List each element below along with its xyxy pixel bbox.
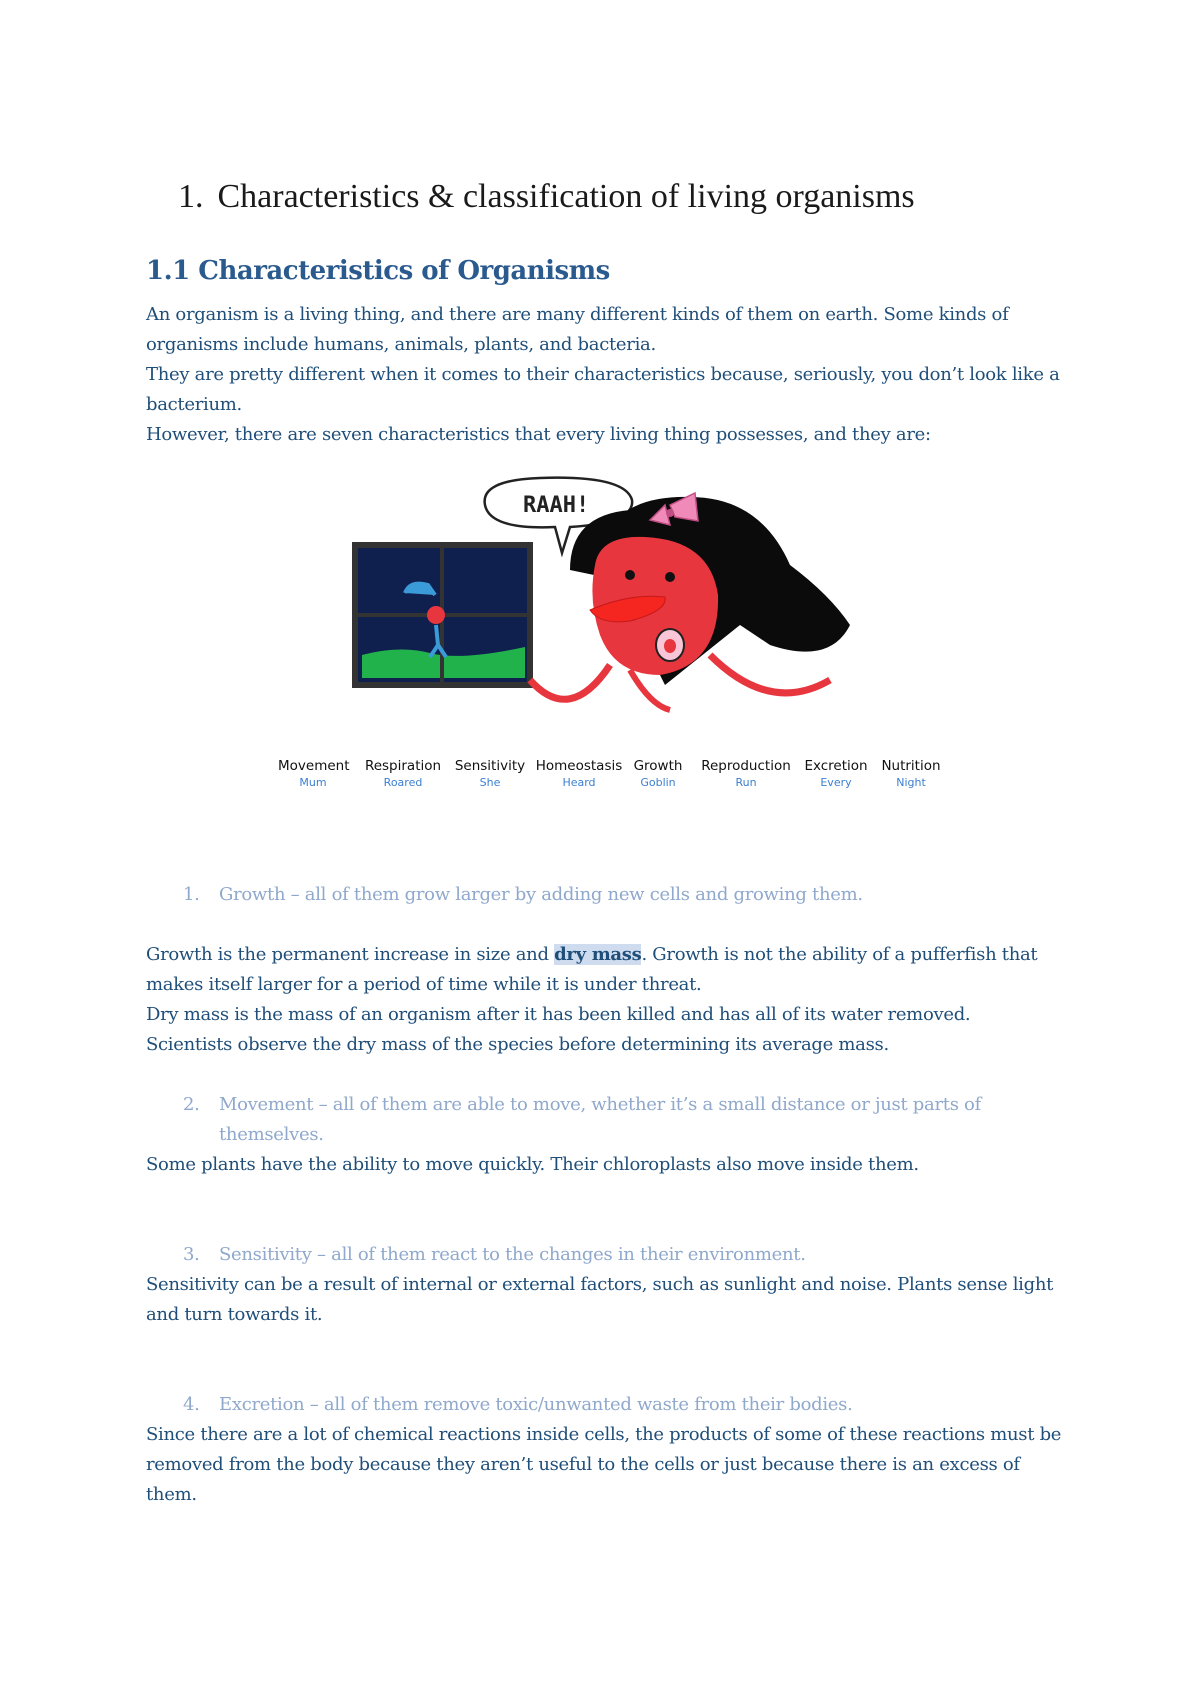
- list-number: 4.: [183, 1394, 200, 1415]
- mnemonic-item: [698, 758, 794, 789]
- mnemonic-hint: She: [479, 776, 501, 789]
- growth-paragraph-2: Dry mass is the mass of an organism after it has been killed and has all of its water removed.: [146, 1004, 971, 1025]
- list-heading: Movement – all of them are able to move, whether it’s a small distance or just parts of themselves.: [219, 1094, 981, 1145]
- title-text: Characteristics & classification of living organisms: [217, 178, 915, 215]
- list-heading: Growth – all of them grow larger by adding new cells and growing them.: [219, 884, 863, 905]
- list-heading: Sensitivity – all of them react to the changes in their environment.: [219, 1244, 806, 1265]
- mnemonic-word: Nutrition: [881, 758, 941, 774]
- mnemonic-word: Reproduction: [701, 758, 791, 774]
- excretion-paragraph: Since there are a lot of chemical reactions inside cells, the products of some of these reactions must be removed from the body because they aren’t useful to the cells or just because there is an excess of them.: [146, 1424, 1062, 1505]
- growth-paragraph-1: [146, 940, 1066, 1000]
- sensitivity-paragraph: Sensitivity can be a result of internal or external factors, such as sunlight and noise. Plants sense light and turn towards it.: [146, 1274, 1054, 1325]
- list-item-sensitivity: [183, 1240, 1063, 1270]
- mnemonic-item: [360, 758, 446, 789]
- mnemonic-item: [876, 758, 946, 789]
- mnemonic-item: [534, 758, 624, 789]
- mnemonic-hint: Night: [896, 776, 926, 789]
- mnemonic-hint: Mum: [299, 776, 327, 789]
- mnemonic-hint: Run: [735, 776, 757, 789]
- mnemonic-item: [630, 758, 686, 789]
- mnemonic-hint: Roared: [383, 776, 423, 789]
- list-number: 3.: [183, 1244, 200, 1265]
- mnemonic-labels: [278, 758, 968, 808]
- mnemonic-word: Sensitivity: [454, 758, 526, 774]
- growth-paragraph-3: Scientists observe the dry mass of the species before determining its average mass.: [146, 1034, 889, 1055]
- list-item-excretion: [183, 1390, 1063, 1420]
- section-heading: 1.1 Characteristics of Organisms: [146, 256, 610, 286]
- mnemonic-item: [278, 758, 348, 789]
- list-number: 1.: [183, 884, 200, 905]
- window-frame-drawing: [355, 545, 530, 685]
- mnemonic-word: Respiration: [364, 758, 442, 774]
- title-number: 1.: [178, 178, 204, 215]
- mnemonic-hint: Every: [820, 776, 852, 789]
- mnemonic-item: [800, 758, 872, 789]
- intro-paragraph-1: An organism is a living thing, and there are many different kinds of them on earth. Some kinds of organisms include humans, animals, plants, and bacteria.: [146, 304, 1009, 355]
- movement-paragraph: Some plants have the ability to move quickly. Their chloroplasts also move inside them.: [146, 1154, 919, 1175]
- mnemonic-hint: Goblin: [640, 776, 676, 789]
- mnemonic-hint: Heard: [562, 776, 596, 789]
- text-run: Growth is the permanent increase in size and: [146, 944, 555, 965]
- text-run: . Growth is not the ability of a pufferfish that makes itself larger for a period of time while it is under threat.: [146, 944, 1038, 995]
- list-heading: Excretion – all of them remove toxic/unwanted waste from their bodies.: [219, 1394, 853, 1415]
- mnemonic-word: Excretion: [804, 758, 868, 774]
- intro-paragraph-2: They are pretty different when it comes to their characteristics because, seriously, you don’t look like a bacterium.: [146, 364, 1060, 415]
- mnemonic-word: Movement: [278, 758, 350, 774]
- page-title: [178, 178, 915, 216]
- intro-paragraph-3: However, there are seven characteristics that every living thing possesses, and they are:: [146, 424, 931, 445]
- highlighted-term: dry mass: [554, 944, 642, 965]
- mnemonic-word: Homeostasis: [535, 758, 623, 774]
- mnemonic-item: [452, 758, 528, 789]
- list-item-growth: [183, 880, 1063, 910]
- list-number: 2.: [183, 1094, 200, 1115]
- list-item-movement: [183, 1090, 1063, 1150]
- cartoon-drawing: [270, 475, 970, 775]
- speech-text: RAAH!: [523, 493, 590, 518]
- mnemonic-word: Growth: [633, 758, 683, 774]
